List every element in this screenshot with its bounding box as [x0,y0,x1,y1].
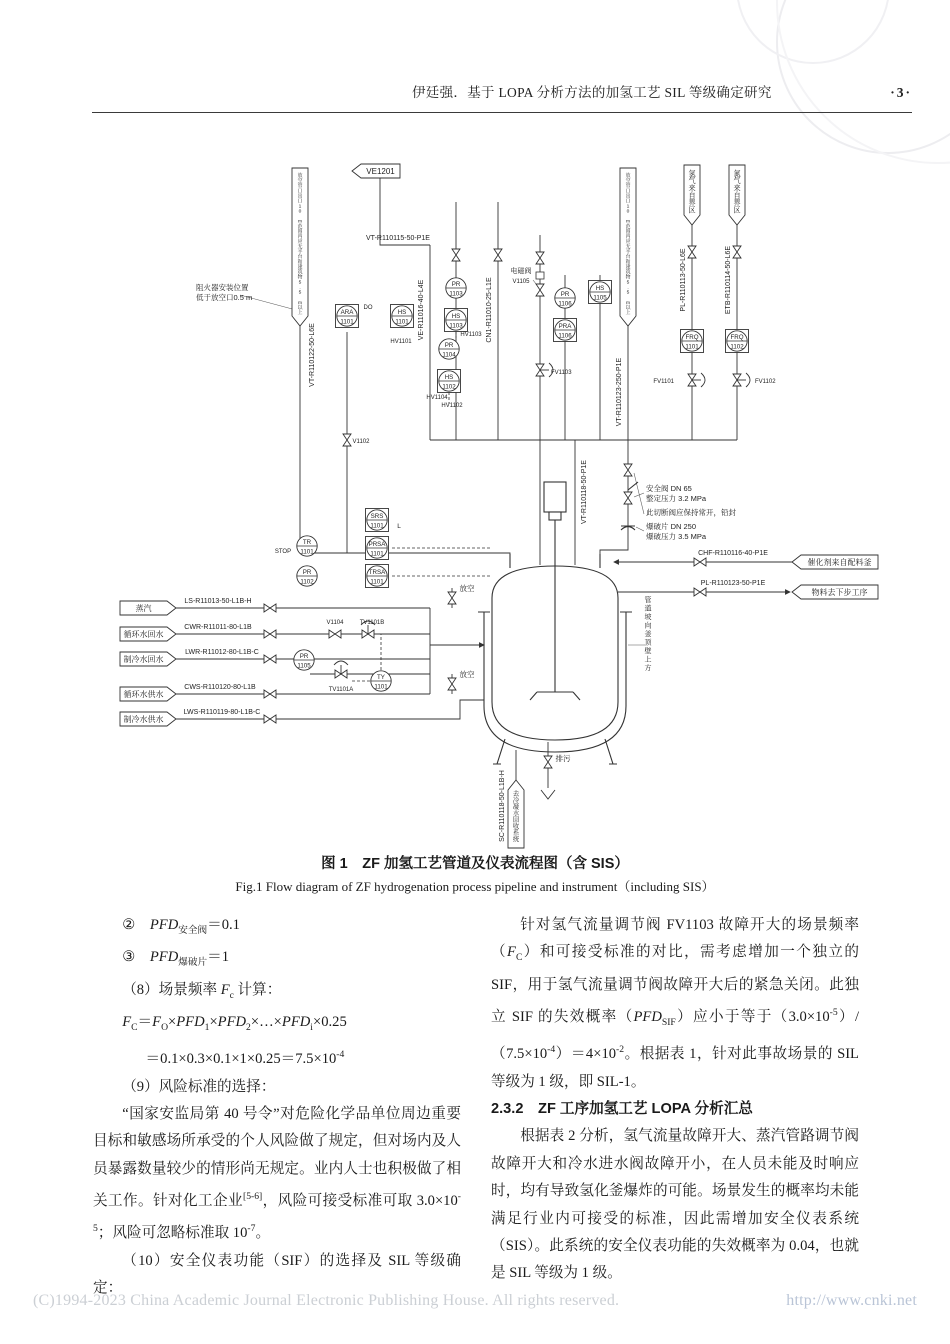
diagram-label: HV1102 [441,403,463,409]
body-paragraph: 针对氢气流量调节阀 FV1103 故障开大的场景频率$(F_C)$和可接受标准的对比，需考虑增加一个独立的 SIF，用于氢气流量调节阀故障开大后的紧急关闭。此独立 SIF 的失效概率$(PFD_{SIF})$应小于等于$(3.0\times 10^{-5})/(7.5\times 10^{-4})=4\times 10^{-2}$。根据表 1，针对此事故场景的 SIL 等级为 1 级，即 SIL-1。 [491,917,859,1090]
svg-text:m: m [297,300,303,306]
svg-text:1102: 1102 [730,343,744,351]
svg-text:系: 系 [512,829,520,837]
svg-text:FRQ: FRQ [685,333,699,341]
instrument-pra1106 [554,319,577,342]
svg-text:SRS: SRS [370,512,384,520]
running-title: 伊廷强．基于 LOPA 分析方法的加氢工艺 SIL 等级确定研究 [412,85,772,100]
diagram-label: 爆破压力 3.5 MPa [646,532,707,541]
instrument-tr1101 [297,536,317,556]
pipe-relief-riser [600,326,628,565]
svg-text:凝: 凝 [512,803,520,811]
body-paragraph: 2.3.2 ZF 工序加氢工艺 LOPA 分析汇总 [491,1100,753,1117]
page-number: ·3· [890,85,912,100]
svg-text:1105: 1105 [297,662,311,670]
svg-text:1106: 1106 [558,332,572,340]
svg-text:0: 0 [626,209,630,215]
svg-text:口: 口 [297,189,303,195]
agitator-motor [544,482,566,512]
svg-text:壁: 壁 [644,648,652,655]
pipeline-flag [120,627,176,641]
body-paragraph: （9）风险标准的选择： [122,1078,276,1095]
body-column-left [93,912,461,1302]
svg-text:1101: 1101 [370,522,384,530]
svg-text:方: 方 [644,665,652,672]
svg-text:5: 5 [626,290,630,296]
svg-text:循环水回水: 循环水回水 [123,629,164,639]
valve-icon [264,655,276,663]
diagram-label: HV1101 [390,339,412,345]
diagram-label: 整定压力 3.2 MPa [646,494,707,503]
svg-text:循环水供水: 循环水供水 [123,689,164,699]
blowdown-funnel [541,790,555,799]
svg-text:1101: 1101 [370,578,384,586]
svg-text:出: 出 [297,194,303,200]
pipeline-flag [120,712,176,726]
svg-text:m: m [625,300,631,306]
leader-line [636,527,644,531]
valve-icon [343,434,351,446]
svg-text:放: 放 [297,174,303,180]
valve-icon [264,630,276,638]
control-valve-icon [334,661,348,678]
svg-text:釜: 釜 [644,631,652,638]
svg-text:制冷水供水: 制冷水供水 [123,714,164,724]
svg-text:气: 气 [688,177,696,186]
svg-text:筑: 筑 [297,270,303,276]
instrument-trsa1101 [366,565,389,588]
diagram-label: 阻火器安装位置 [196,283,249,292]
pipeline-flag [684,165,700,225]
valve-icon [688,246,696,258]
svg-text:口: 口 [625,199,631,205]
svg-text:口: 口 [297,199,303,205]
pipeline-flag [352,164,400,178]
valve-icon [452,249,460,261]
svg-text:制冷水回水: 制冷水回水 [123,654,164,664]
svg-text:PRSA: PRSA [368,540,386,548]
blowdown-valve-icon [544,756,552,768]
block-valve-icon [624,464,632,476]
svg-text:1102: 1102 [300,578,314,586]
diagram-label: FV1101 [653,379,674,385]
footer-copyright: (C)1994-2023 China Academic Journal Electronic Publishing House. All rights reserved. [33,1292,620,1309]
svg-text:HS: HS [595,284,605,292]
instrument-frq1102 [726,330,749,353]
body-paragraph: （8）场景频率 $F_c$ 计算： [122,981,282,1001]
figure-caption-zh: 图 1 ZF 加氢工艺管道及仪表流程图（含 SIS） [321,856,629,872]
body-paragraph: （10）安全仪表功能（SIF）的选择及 SIL 等级确定： [93,1252,461,1297]
svg-text:水: 水 [512,810,520,818]
page-footer [33,1292,917,1310]
svg-text:上: 上 [644,656,652,664]
svg-text:HS: HS [444,373,454,381]
svg-text:PR: PR [444,341,454,349]
pipeline-flag [120,687,176,701]
svg-text:5: 5 [298,280,302,286]
svg-text:PR: PR [451,280,461,288]
svg-text:1101: 1101 [340,318,354,326]
svg-text:管: 管 [644,597,652,604]
svg-text:区: 区 [733,206,741,215]
diagram-label: TV1101B [359,620,385,626]
diagram-label: VT-R110118-50-P1E [581,460,588,524]
svg-text:ARA: ARA [340,308,354,316]
svg-text:1101: 1101 [300,548,314,556]
diagram-label: VT-R110115-50-P1E [366,235,430,242]
svg-text:1106: 1106 [558,300,572,308]
svg-text:物料去下步工序: 物料去下步工序 [811,587,868,597]
instrument-frq1101 [681,330,704,353]
pipeline-flag [120,601,176,615]
vent-valve-icon [448,592,456,604]
valve-icon [329,630,341,638]
instrument-ara1101 [336,305,359,328]
svg-text:催化剂来自配料釜: 催化剂来自配料釜 [807,557,872,567]
safety-valve-lever [628,482,638,490]
svg-text:道: 道 [644,605,652,613]
instrument-pr1105 [294,650,314,670]
body-paragraph: ③ $PFD_{爆破片}=1$ [122,949,230,969]
diagram-label: V1105 [512,279,530,285]
solenoid-box [536,272,544,279]
instrument-pr1104 [439,339,459,359]
diagram-label: 放空 [459,584,475,593]
diagram-label: CWS-R110120-80-L1B [184,684,256,691]
svg-text:PR: PR [299,652,309,660]
svg-text:物: 物 [297,275,303,281]
svg-text:和: 和 [297,260,303,266]
body-paragraph: $F_C=F_O\times PFD_1\times PFD_2\times\dots\times PFD_i\times 0.25$ [122,1013,347,1033]
diagram-label: 放空 [459,670,475,679]
svg-text:无: 无 [297,245,303,251]
diagram-label: VT-R110123-250-P1E [616,357,623,427]
instrument-srs1101 [366,509,389,532]
svg-text:HS: HS [397,308,407,316]
svg-text:来: 来 [688,184,696,193]
diagram-label: L [397,523,401,530]
svg-text:上: 上 [297,310,303,316]
svg-text:空: 空 [625,179,631,185]
svg-text:蒸汽: 蒸汽 [135,603,152,613]
valve-icon [536,252,544,264]
pipeline-flag [620,168,636,326]
pipeline-flag [292,168,308,326]
svg-text:建: 建 [297,265,303,271]
svg-text:1101: 1101 [395,318,409,326]
svg-text:回: 回 [512,816,520,824]
svg-text:1104: 1104 [442,351,456,359]
diagram-label: HV1104 [426,395,448,401]
diagram-label: STOP [274,549,292,555]
valve-icon [694,558,706,566]
svg-text:顶: 顶 [644,639,652,647]
svg-text:氮: 氮 [733,169,741,178]
svg-text:1: 1 [298,204,302,210]
svg-text:围: 围 [625,229,631,235]
svg-text:区: 区 [688,206,696,215]
diagram-label: CWR-R11011-80-L1B [184,624,252,631]
svg-text:VE1201: VE1201 [366,166,395,176]
instrument-hs1102 [438,370,461,393]
svg-text:HS: HS [451,312,461,320]
svg-text:TY: TY [377,673,385,681]
svg-text:台: 台 [625,255,631,261]
control-valve-icon [733,373,750,387]
svg-text:内: 内 [625,234,631,240]
diagram-label: VT-R110122-50-L6E [309,323,316,387]
diagram-label: CHF-R110116-40-P1E [698,550,768,557]
diagram-label: DO [363,305,373,311]
diagram-label: FV1103 [551,370,572,376]
dynamic-symbols-layer [120,164,878,848]
agitator-gearbox [549,512,561,520]
diagram-label: VE-R11016-40-L4E [418,279,425,341]
note-vertical [645,595,653,672]
svg-text:TRSA: TRSA [368,568,386,576]
process-flow-diagram [0,140,950,850]
svg-text:坡: 坡 [644,614,652,621]
svg-text:应: 应 [297,239,303,245]
page-header [412,81,912,101]
svg-text:TR: TR [302,538,312,546]
svg-text:1105: 1105 [593,294,607,302]
svg-text:FRQ: FRQ [730,333,744,341]
svg-text:1103: 1103 [449,290,463,298]
svg-text:1102: 1102 [442,383,456,391]
svg-text:出: 出 [625,194,631,200]
reactor-vessel [478,482,632,764]
svg-text:物: 物 [625,275,631,281]
svg-text:空: 空 [297,179,303,185]
vent-valve-icon [448,678,456,690]
svg-text:.: . [627,285,629,291]
svg-text:围: 围 [297,229,303,235]
diagram-label: PL-R110113-50-L6E [680,248,687,312]
control-valve-icon [688,373,705,387]
svg-text:建: 建 [625,265,631,271]
svg-text:冷: 冷 [512,797,520,805]
instrument-pr1102 [297,566,317,586]
pipeline-flag [792,555,878,569]
svg-text:气: 气 [733,177,741,186]
svg-text:1103: 1103 [449,322,463,330]
diagram-label: ETB-R110114-50-L6E [725,245,732,315]
pipeline-flag [508,780,524,848]
svg-text:无: 无 [625,245,631,251]
diagram-label: HV1103 [460,332,482,338]
valve-icon [694,588,706,596]
svg-text:范: 范 [625,224,631,230]
svg-text:m: m [297,219,303,225]
body-paragraph: ② $PFD_{安全阀}=0.1$ [122,917,240,936]
decorative-circle [736,0,890,64]
pipeline-flag [792,585,878,599]
svg-text:管: 管 [625,184,631,190]
diagram-label: SC-R110118-50-L1B-H [499,770,506,842]
svg-text:来: 来 [733,184,741,193]
svg-text:1: 1 [626,204,630,210]
footer-url: http://www.cnki.net [786,1292,917,1309]
svg-text:口: 口 [625,189,631,195]
decorative-circle [776,0,950,154]
pipeline-flag [729,165,745,225]
instrument-ty1101 [371,671,391,691]
figure-caption-en: Fig.1 Flow diagram of ZF hydrogenation process pipeline and instrument（including SIS） [235,879,715,894]
body-paragraph: $=0.1\times 0.3\times 0.1\times 1\times 0.25=7.5\times 10^{-4}$ [145,1049,345,1068]
safety-valve-icon [624,492,632,504]
svg-text:应: 应 [625,239,631,245]
svg-text:以: 以 [297,305,303,311]
valve-icon [494,249,502,261]
svg-text:统: 统 [512,836,520,844]
svg-text:以: 以 [625,305,631,311]
valve-icon [733,246,741,258]
svg-text:5: 5 [298,290,302,296]
diagram-label: 安全阀 DN 65 [646,484,692,493]
svg-text:.: . [299,285,301,291]
header-rule [92,112,912,113]
svg-text:去: 去 [512,790,520,798]
body-paragraph: “国家安监局第 40 号令”对危险化学品单位周边重要目标和敏感场所承受的个人风险做了规定，但对场内及人员暴露数量较少的情形尚无规定。业内人士也积极做了相关工作。针对化工企业[5-6]，风险可接受标准可取 $3.0\times 10^{-5}$；风险可忽略标准取 $10^{-7}$。 [93,1105,461,1242]
svg-text:向: 向 [644,622,652,630]
svg-text:PR: PR [560,290,570,298]
svg-text:收: 收 [512,823,520,831]
svg-text:界: 界 [733,199,741,208]
diagram-label: CN1-R11010-25-L1E [486,277,493,343]
signal-line [378,634,381,670]
diagram-label: TV1101A [328,687,354,693]
body-column-right [491,912,859,1302]
svg-text:PRA: PRA [558,322,572,330]
diagram-label: V1102 [352,439,370,445]
instrument-hs1101 [391,305,414,328]
svg-text:和: 和 [625,260,631,266]
diagram-label: PL-R110123-50-P1E [700,580,766,587]
pipe-vent-left [300,326,510,565]
signal-lines-layer [352,331,492,681]
solenoid-valve-icon [536,284,544,296]
svg-text:0: 0 [298,209,302,215]
svg-text:界: 界 [688,199,696,208]
body-columns [93,912,859,1302]
body-paragraph: 根据表 2 分析，氢气流量故障开大、蒸汽管路调节阀故障开大和冷水进水阀故障开小，在人员未能及时响应时，均有导致氢化釜爆炸的可能。场景发生的概率均未能满足行业内可接受的标准，因此需增加安全仪表系统（SIS）。此系统的安全仪表功能的失效概率为 0.04，也就是 SIL 等级为 1 级。 [491,1128,859,1282]
svg-text:自: 自 [688,191,696,200]
svg-text:内: 内 [297,234,303,240]
valve-icon [264,690,276,698]
svg-text:管: 管 [297,184,303,190]
svg-text:放: 放 [625,174,631,180]
svg-text:1101: 1101 [374,683,388,691]
diagram-label: 低于放空口0.5 m [196,293,253,302]
svg-text:筑: 筑 [625,270,631,276]
instrument-hs1103 [445,309,468,332]
diagram-label: 排污 [555,754,571,763]
svg-text:氢: 氢 [688,169,696,178]
instrument-pr1103 [446,278,466,298]
diagram-label: V1104 [326,620,344,626]
svg-text:范: 范 [297,224,303,230]
instrument-pr1106 [555,288,575,308]
svg-text:5: 5 [626,280,630,286]
svg-text:台: 台 [297,255,303,261]
pipeline-flag [120,652,176,666]
diagram-label: LS-R11013-50-L1B-H [184,598,252,605]
svg-text:自: 自 [733,191,741,200]
svg-text:平: 平 [297,250,303,256]
valve-icon [264,715,276,723]
svg-text:上: 上 [625,310,631,316]
svg-text:PR: PR [302,568,312,576]
diagram-label: FV1102 [755,379,776,385]
diagram-label: LWS-R110119-80-L1B-C [183,709,261,716]
instrument-hs1105 [589,281,612,304]
valve-icon [264,604,276,612]
svg-text:平: 平 [625,250,631,256]
instrument-prsa1101 [366,537,389,560]
diagram-label: LWR-R11012-80-L1B-C [185,649,259,656]
svg-text:1101: 1101 [685,343,699,351]
svg-text:1101: 1101 [370,550,384,558]
diagram-label: 爆破片 DN 250 [646,522,697,531]
diagram-label: 电磁阀 [510,268,532,275]
svg-text:m: m [625,219,631,225]
diagram-label: 此切断阀应保持常开，铅封 [646,508,736,517]
